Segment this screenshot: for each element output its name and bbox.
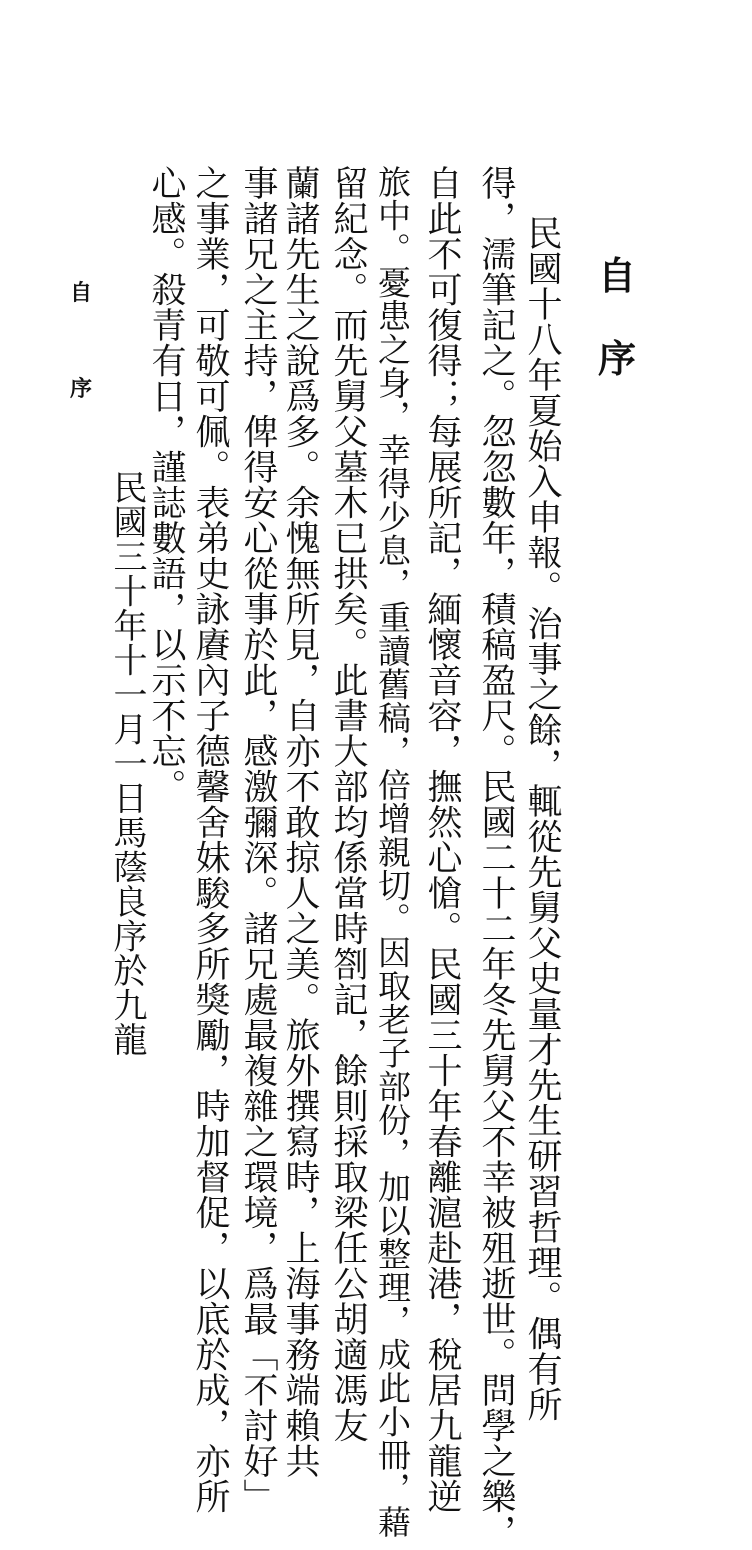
body-column-7: 事諸兄之主持，俾得安心從事於此，感激彌深。諸兄處最複雜之環境，爲最「不討好」: [238, 165, 278, 1514]
body-column-9: 心感。殺青有日，謹誌數語，以示不忘。: [146, 165, 186, 804]
margin-header-char-2: 序: [70, 376, 93, 402]
body-column-4: 旅中。憂患之身，幸得少息，重讀舊稿，倍增親切。因取老子部份，加以整理，成此小冊，藉: [373, 165, 412, 1539]
page-title-char-1: 自: [598, 253, 637, 298]
page-title-char-2: 序: [598, 336, 637, 381]
signature: 民國三十年十一月一日馬蔭良序於九龍: [107, 470, 147, 1057]
margin-header-char-1: 自: [70, 280, 93, 306]
body-column-2: 得，濡筆記之。忽忽數年，積稿盈尺。民國二十二年冬先舅父不幸被殂逝世。問學之樂，: [476, 165, 516, 1550]
body-column-8: 之事業，可敬可佩。表弟史詠賡內子德馨舍妹駿多所獎勵，時加督促，以底於成，亦所: [190, 165, 230, 1514]
body-column-5: 留紀念。而先舅父墓木已拱矣。此書大部均係當時劄記，餘則採取梁任公胡適馮友: [328, 165, 368, 1443]
body-column-1: 民國十八年夏始入申報。治事之餘，輒從先舅父史量才先生研習哲理。偶有所: [522, 215, 562, 1422]
body-column-3: 自此不可復得；每展所記，緬懷音容，撫然心愴。民國三十年春離滬赴港，稅居九龍逆: [422, 165, 462, 1514]
body-column-6: 蘭諸先生之說爲多。余愧無所見，自亦不敢掠人之美。旅外撰寫時，上海事務端賴共: [280, 165, 320, 1479]
